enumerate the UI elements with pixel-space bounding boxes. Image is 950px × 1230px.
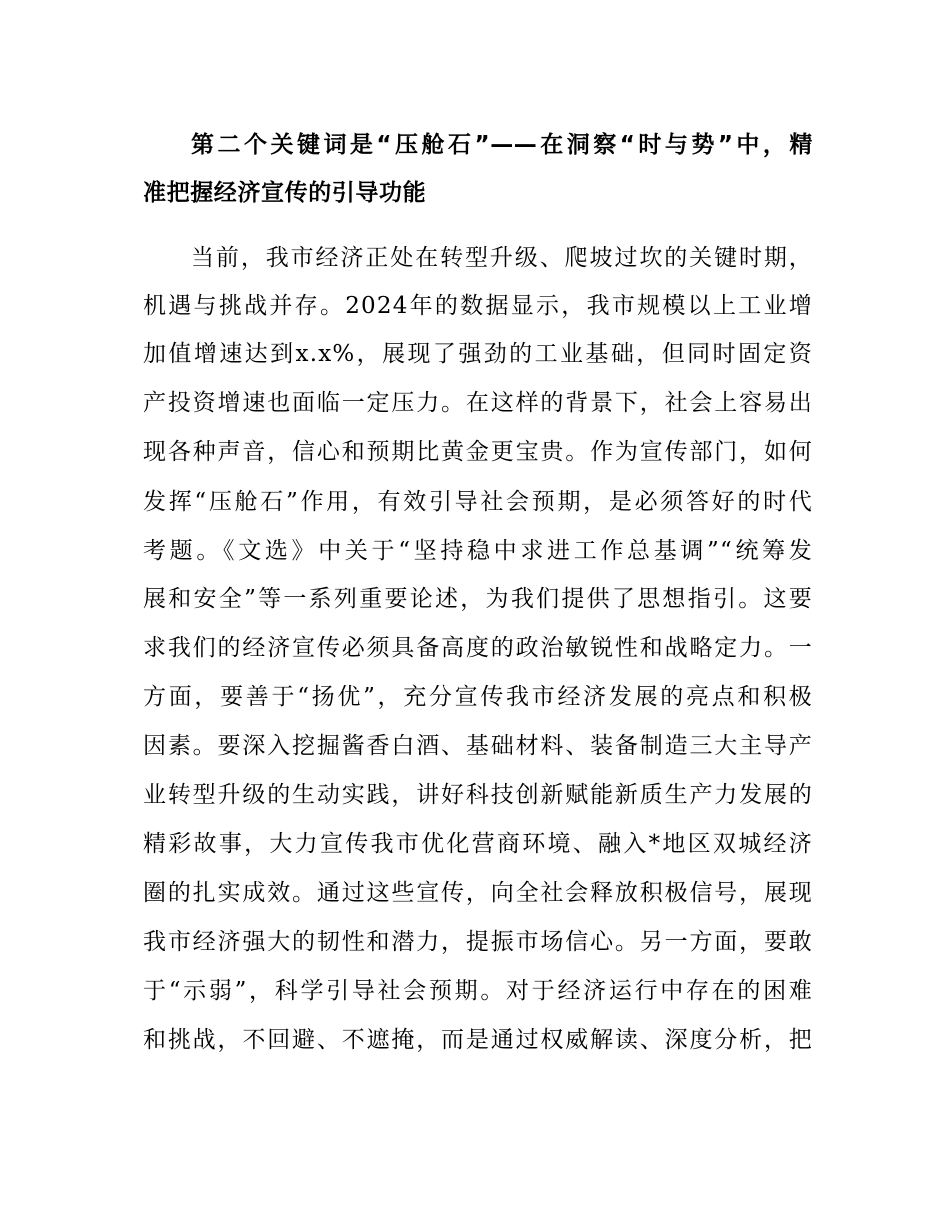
paragraph-line-4: 产投资增速也面临一定压力。在这样的背景下，社会上容易出 xyxy=(143,390,813,416)
paragraph-line-5: 现各种声音，信心和预期比黄金更宝贵。作为宣传部门，如何 xyxy=(143,439,813,465)
paragraph-line-15: 我市经济强大的韧性和潜力，提振市场信心。另一方面，要敢 xyxy=(143,929,813,955)
paragraph-line-9: 求我们的经济宣传必须具备高度的政治敏锐性和战略定力。一 xyxy=(143,635,813,661)
paragraph-line-13: 精彩故事，大力宣传我市优化营商环境、融入*地区双城经济 xyxy=(143,831,813,857)
paragraph-line-1: 当前，我市经济正处在转型升级、爬坡过坎的关键时期， xyxy=(191,245,813,271)
heading-line-1: 第二个关键词是“压舱石”——在洞察“时与势”中，精 xyxy=(191,132,813,158)
paragraph-line-14: 圈的扎实成效。通过这些宣传，向全社会释放积极信号，展现 xyxy=(143,880,813,906)
paragraph-line-10: 方面，要善于“扬优”，充分宣传我市经济发展的亮点和积极 xyxy=(143,684,813,710)
paragraph-line-8: 展和安全”等一系列重要论述，为我们提供了思想指引。这要 xyxy=(143,586,813,612)
paragraph-line-7: 考题。《文选》中关于“坚持稳中求进工作总基调”“统筹发 xyxy=(143,538,813,564)
paragraph-line-11: 因素。要深入挖掘酱香白酒、基础材料、装备制造三大主导产 xyxy=(143,733,813,759)
paragraph-line-17: 和挑战，不回避、不遮掩，而是通过权威解读、深度分析，把 xyxy=(143,1027,813,1053)
paragraph-line-3: 加值增速达到x.x%，展现了强劲的工业基础，但同时固定资 xyxy=(143,341,813,367)
paragraph-line-6: 发挥“压舱石”作用，有效引导社会预期，是必须答好的时代 xyxy=(143,489,813,515)
paragraph-line-16: 于“示弱”，科学引导社会预期。对于经济运行中存在的困难 xyxy=(143,978,813,1004)
paragraph-line-12: 业转型升级的生动实践，讲好科技创新赋能新质生产力发展的 xyxy=(143,782,813,808)
heading-line-2: 准把握经济宣传的引导功能 xyxy=(143,180,427,206)
paragraph-line-2: 机遇与挑战并存。2024年的数据显示，我市规模以上工业增 xyxy=(143,293,813,319)
